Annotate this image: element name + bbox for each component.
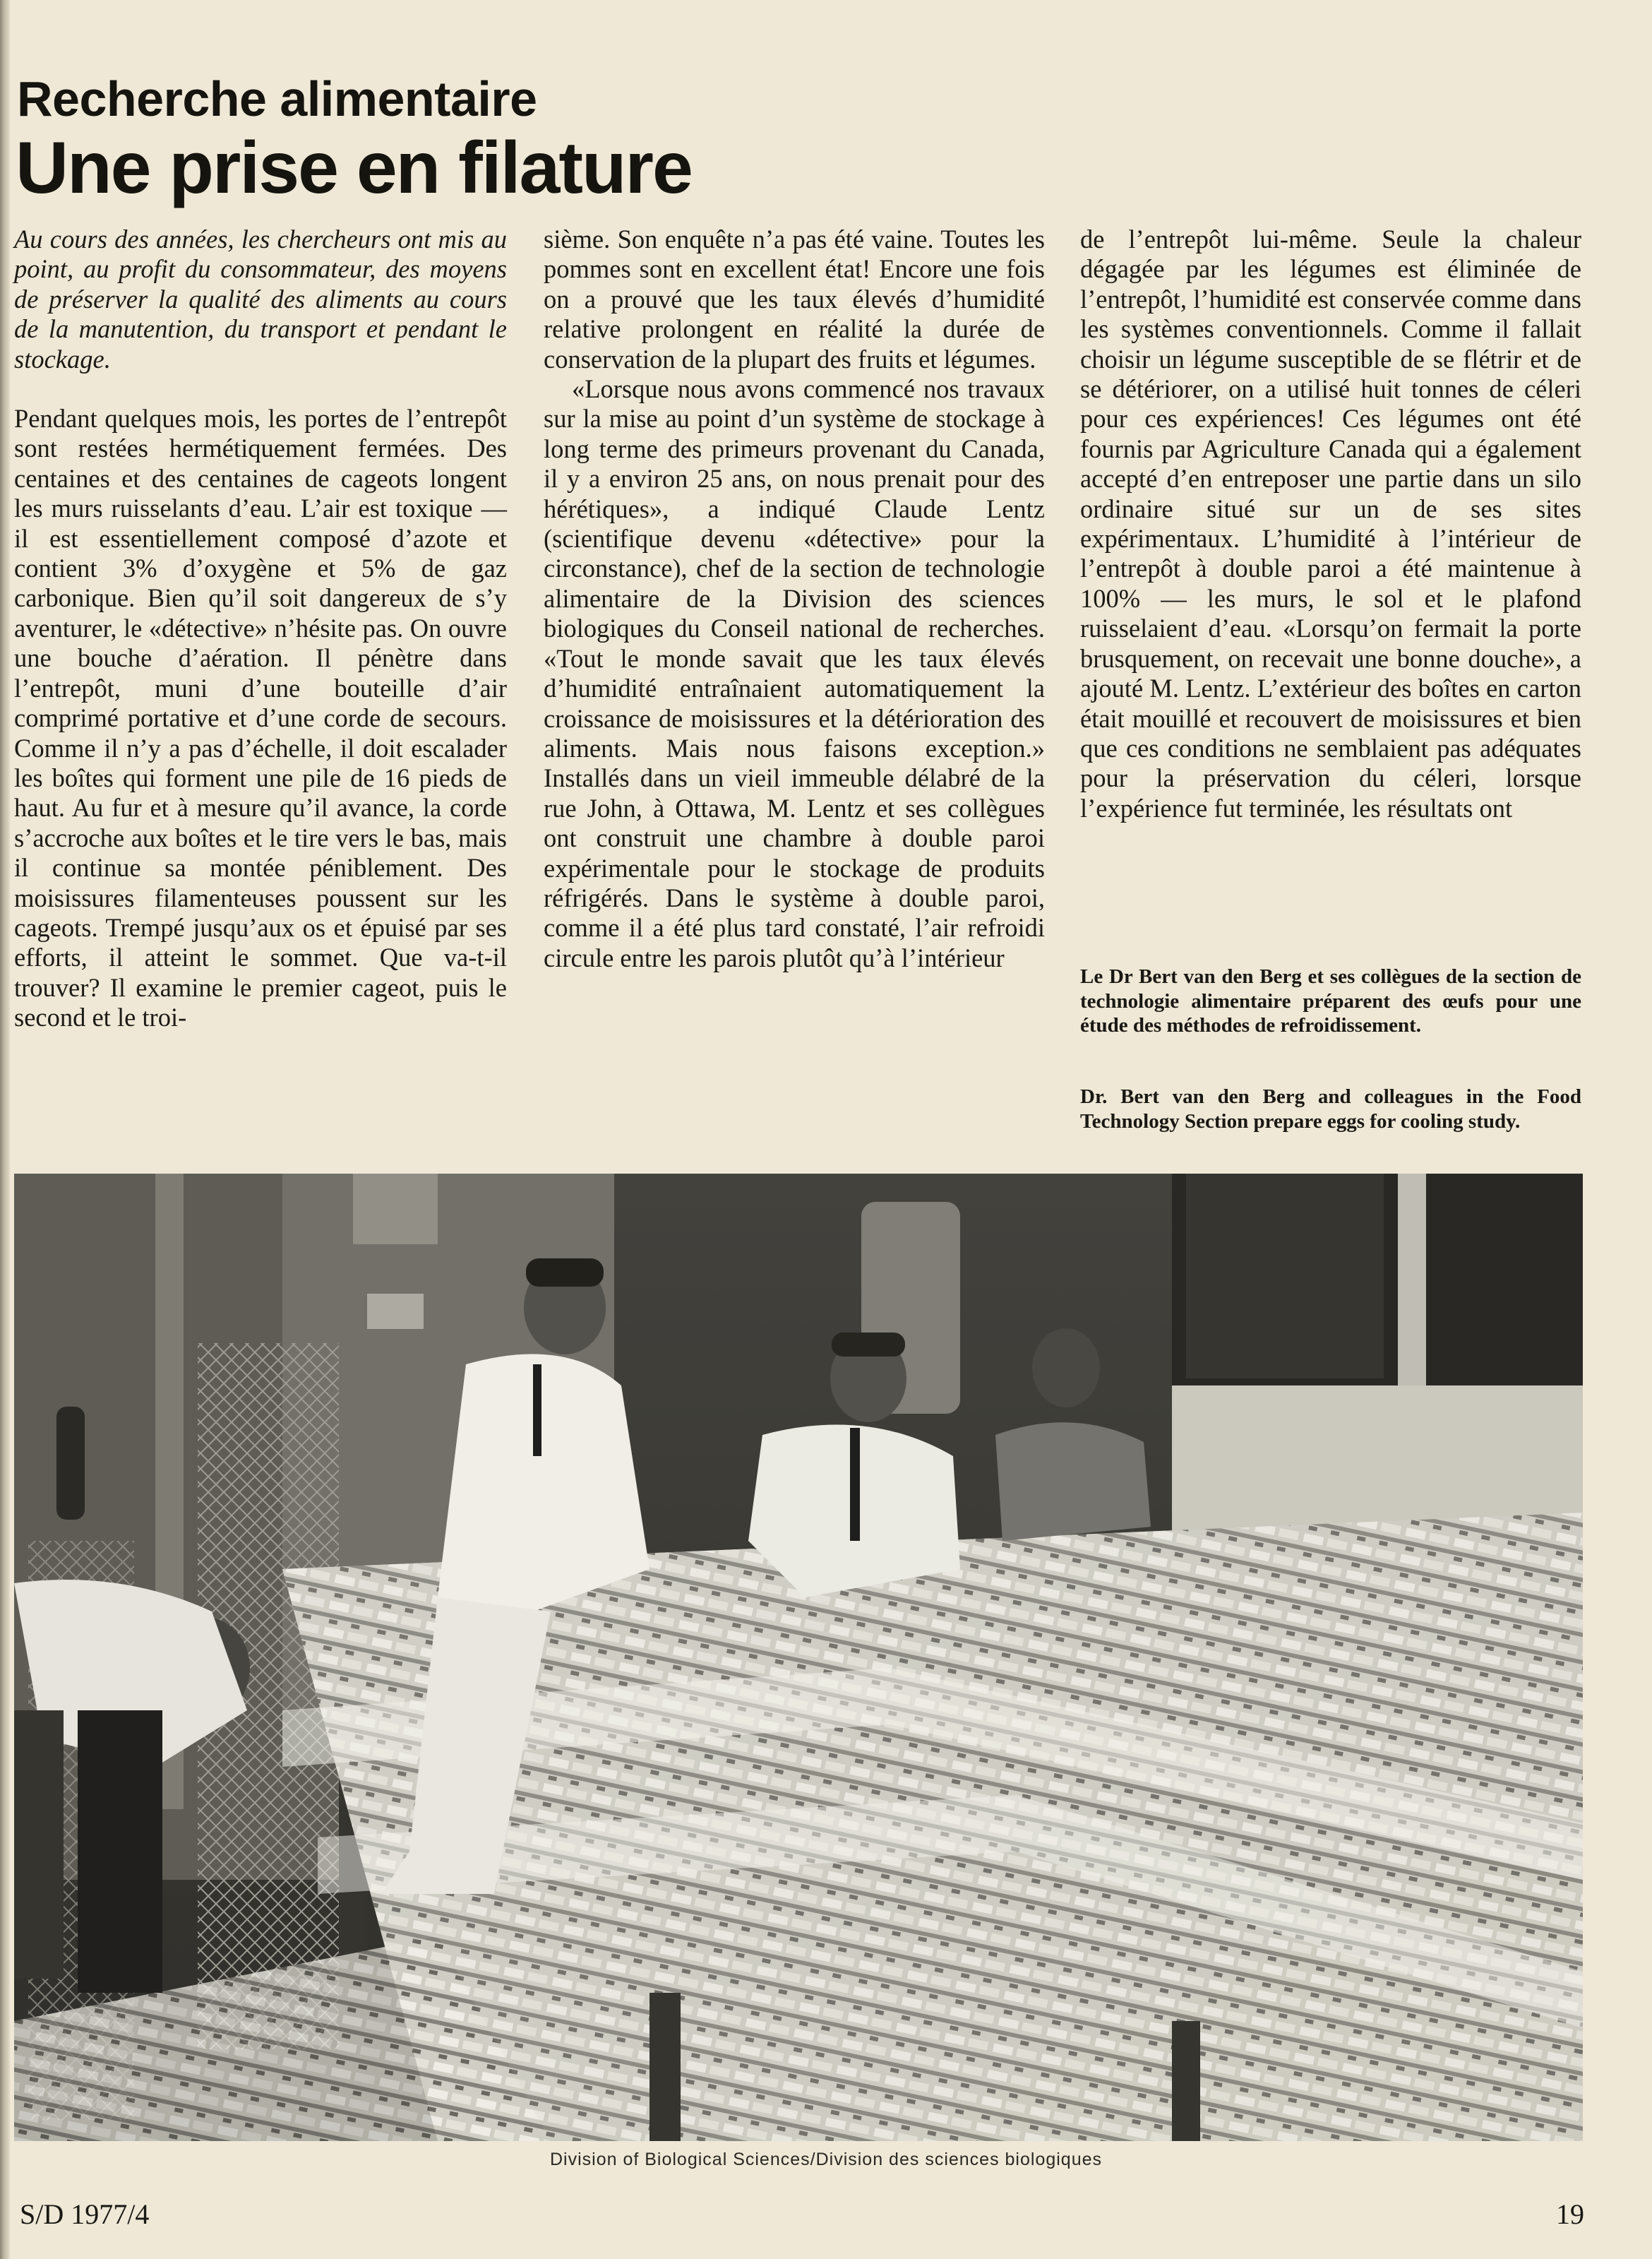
section-kicker: Recherche alimentaire xyxy=(17,71,537,126)
text-column-1 xyxy=(14,225,507,1033)
text-column-2 xyxy=(544,225,1045,973)
photo-caption-english: Dr. Bert van den Berg and colleagues in the Food Technology Section prepare eggs for cooling study. xyxy=(1080,1085,1581,1133)
page-number: 19 xyxy=(1556,2198,1584,2230)
column-3-paragraph: de l’entrepôt lui-même. Seule la chaleur dégagée par les légumes est éliminée de l’entrepôt, l’humidité est conservée comme dans les systèmes conventionnels. Comme il fallait choisir un légume susceptible de se flétrir et de se détériorer, on a utilisé huit tonnes de céleri pour ces expériences! Ces légumes ont été fournis par Agriculture Canada qui a également accepté d’en entreposer une partie dans un silo ordinaire situé sur un de ses sites expérimentaux. L’humidité à l’intérieur de l’entrepôt à double paroi a été maintenue à 100% — les murs, le sol et le plafond ruisselaient d’eau. «Lorsqu’on fermait la porte brusquement, on recevait une bonne douche», a ajouté M. Lentz. L’extérieur des boîtes en carton était mouillé et recouvert de moisissures et bien que ces conditions ne semblaient pas adéquates pour la préservation du céleri, lorsque l’expérience fut terminée, les résultats ont xyxy=(1080,225,1581,823)
column-2-paragraph-1: sième. Son enquête n’a pas été vaine. Toutes les pommes sont en excellent état! Encore une fois on a prouvé que les taux élevés d’humidité relative prolongent en réalité la durée de conservation de la plupart des fruits et légumes. xyxy=(544,225,1045,374)
photo-credit: Division of Biological Sciences/Division des sciences biologiques xyxy=(549,2150,1103,2169)
page-spine-shadow xyxy=(0,0,10,2259)
column-2-paragraph-2: «Lorsque nous avons commencé nos travaux sur la mise au point d’un système de stockage à long terme des primeurs provenant du Canada, il y a environ 25 ans, on nous prenait pour des hérétiques», a indiqué Claude Lentz (scientifique devenu «détective» pour la circonstance), chef de la section de technologie alimentaire de la Division des sciences biologiques du Conseil national de recherches. «Tout le monde savait que les taux élevés d’humidité entraînaient automatiquement la croissance de moisissures et la détérioration des aliments. Mais nous faisons exception.» Installés dans un vieil immeuble délabré de la rue John, à Ottawa, M. Lentz et ses collègues ont construit une chambre à double paroi expérimentale pour le stockage de produits réfrigérés. Dans le système à double paroi, comme il a été plus tard constaté, l’air refroidi circule entre les parois plutôt qu’à l’intérieur xyxy=(544,374,1045,972)
column-1-paragraph: Pendant quelques mois, les portes de l’entrepôt sont restées hermétiquement fermées. Des centaines et des centaines de cageots longent les murs ruisselants d’eau. L’air est toxique — il est essentiellement composé d’azote et contient 3% d’oxygène et 5% de gaz carbonique. Bien qu’il soit dangereux de s’y aventurer, le «détective» n’hésite pas. On ouvre une bouche d’aération. Il pénètre dans l’entrepôt, muni d’une bouteille d’air comprimé portative et d’une corde de secours. Comme il n’y a pas d’échelle, il doit escalader les boîtes qui forment une pile de 16 pieds de haut. Au fur et à mesure qu’il avance, la corde s’accroche aux boîtes et le tire vers le bas, mais il continue sa montée péniblement. Des moisissures filamenteuses poussent sur les cageots. Trempé jusqu’aux os et épuisé par ses efforts, il atteint le sommet. Que va-t-il trouver? Il examine le premier cageot, puis le second et le troi- xyxy=(14,404,507,1032)
text-column-3 xyxy=(1080,225,1581,823)
lab-photograph xyxy=(14,1174,1583,2141)
article-intro: Au cours des années, les chercheurs ont mis au point, au profit du consommateur, des moyens de préserver la qualité des aliments au cours de la manutention, du transport et pendant le stockage. xyxy=(14,225,507,374)
article-headline: Une prise en filature xyxy=(16,127,692,209)
issue-label: S/D 1977/4 xyxy=(20,2198,150,2230)
photo-caption-french: Le Dr Bert van den Berg et ses collègues de la section de technologie alimentaire préparent des œufs pour une étude des méthodes de refroidissement. xyxy=(1080,965,1581,1037)
